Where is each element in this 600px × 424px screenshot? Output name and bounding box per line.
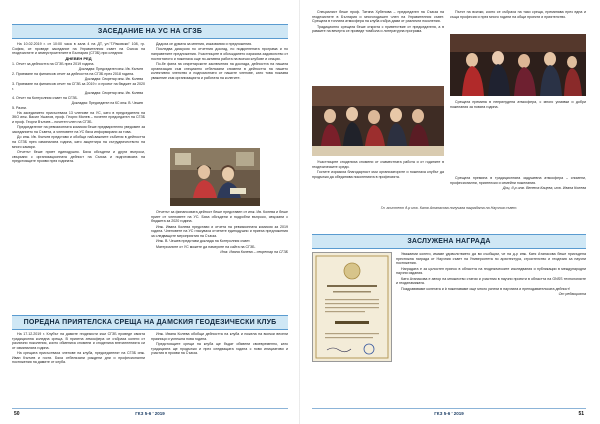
article-column-1 (12, 42, 145, 238)
club-article-column-1 (12, 332, 145, 404)
article-signature: От редакцията (558, 292, 586, 297)
article-paragraph: Предстоящите срещи на клуба ще бъдат обявени своевременно, като традицията ще продължи и през следващата година с нови инициативи и участия в прояви на Съюза. (151, 342, 288, 356)
club-photo (312, 86, 444, 156)
club-article-column-4-bottom (450, 100, 586, 140)
club-group-photo (450, 34, 586, 96)
article-paragraph: Председателят на ревизионната комисия беше предварително уведомен за заседанието на Съвета, а членовете на УС бяха информирани за това. (12, 125, 145, 134)
agenda-item: 5. Разни. (12, 106, 27, 111)
article-column-2-bottom (151, 210, 288, 306)
section-banner-board-meeting (12, 24, 288, 39)
section-title-ladies-club: ПОРЕДНА ПРИЯТЕЛСКА СРЕЩА НА ДАМСКИЯ ГЕОДЕЗИЧЕСКИ КЛУБ (23, 319, 277, 326)
right-page (300, 0, 600, 424)
article-column-2-top (151, 42, 288, 140)
article-paragraph: Инж. В. Чешев представи доклада на Контролния съвет. (156, 239, 251, 244)
article-paragraph: Традиционно срещата беше открита с приветствие от председателя, а в рамките на вечерта се проведе томбола и литературна програма. (312, 24, 444, 34)
article-paragraph: Участниците споделиха спомени от съвместната работа и от годините в геодезическите среди. (312, 160, 444, 169)
article-paragraph: Уважаеми колеги, имаме удоволствието да ви съобщим, че на д-р инж. Катя Атанасова беше присъдена престижна награда от Научния съвет на Университета по архитектура, строителство и геодезия за научни постижения. (396, 252, 586, 266)
award-certificate (312, 252, 392, 362)
article-paragraph: Отчетът беше приет единодушно. Бяха обсъдени и други въпроси, свързани с организационната дейност на Съюза и подготовката на предстоящите прояви през годината. (12, 150, 145, 164)
club-article-column-3 (312, 10, 444, 82)
section-title-board-meeting: ЗАСЕДАНИЕ НА УС НА СГЗБ (97, 28, 203, 35)
article-paragraph: Срещата премина в непринудена атмосфера, с много усмивки и добри пожелания за новата година. (450, 100, 586, 109)
agenda-item: 1. Отчет за дейността на СГЗБ през 2019 година. (12, 62, 95, 67)
club-photo-image (312, 86, 444, 156)
club-article-closing (450, 176, 586, 206)
agenda-reporter: Докладва: Секретар инж. Ив. Колева (84, 76, 143, 81)
agenda-item: 2. Приемане на финансов отчет за дейността на СГЗБ през 2018 година. (12, 72, 135, 77)
article-paragraph: Инж. Ивана Колева представи и отчета на ревизионната комисия за 2019 година. Членовете на УС гласуваха отчетите единодушно и приеха предложения за следващите мероприятия на Съюза. (151, 224, 288, 238)
article-paragraph: Инж. Ивана Колева обобщи дейността на клуба и пожела на всички весели празници и успешна нова година. (151, 332, 288, 341)
article-paragraph: По-бе фина на секретарските заключения на доклада, дейността на нашата организация съм специално отбелязани спомени в дейността на нашето колективно членство и подпомогнати от нашите членове, като това показва уважение към организацията и работата на колегите. (151, 62, 288, 80)
club-article-column-4 (450, 10, 586, 30)
page-footer (312, 408, 586, 419)
article-paragraph: Поздравяваме колегата и ѝ пожелаваме още много успехи в научната и преподавателската дейност! (401, 286, 570, 291)
agenda-reporter: Докладва: Председател инж. Ив. Кънчев (78, 66, 143, 71)
page-number: 51 (578, 411, 584, 417)
club-group-photo-image (450, 34, 586, 96)
meeting-photo (170, 148, 260, 206)
article-paragraph: Срещата премина в традиционната задушевна атмосфера – спомени, професионални, приятелски и семейни пожелания. (450, 176, 586, 185)
section-banner-ladies-club (12, 315, 288, 330)
article-signature: Доц. д-р инж. Венета Кацева, инж. Ивана Колева (502, 186, 586, 191)
article-paragraph: На 17.12.2019 г. Клубът на дамите геодезисти към СГЗБ проведе своята традиционна коледна среща. В приятна атмосфера се събраха колеги от различни поколения, които обмениха спомени и споделиха впечатленията си от изминалата година. (12, 332, 145, 350)
article-paragraph: Отчетът за финансовата дейност беше представен от инж. Ив. Колева и беше приет от членовете на УС. Бяха обсъдени и подробни въпроси, свързани с бюджета за 2020 година. (151, 210, 288, 224)
agenda-reporter: Докладва: Председател на КС инж. В. Чешев (71, 100, 143, 105)
article-signature: Инж. Ивана Колева – секретар на СГЗБ (220, 250, 288, 255)
article-paragraph: На заседанието присъстваха 13 членове на УС, като в председателя на ЗКО инж. Васил Ушанов, проф. Георги Милев – почетен председател на СГЗБ и проф. Георги Вълчев – почетен член на СГЗБ. (12, 110, 145, 124)
page-footer (12, 408, 288, 419)
agenda-item: 3. Приемане на финансов отчет на СГЗБ за 2019 г. и проект на бюджет за 2020 г. (12, 81, 145, 91)
article-paragraph: Дадоха се думата за мнения, изказвания и предложения. (156, 42, 253, 46)
section-banner-award (312, 234, 586, 249)
page-number: 50 (14, 411, 20, 417)
article-paragraph: До инж. Ив. Кънчев представи и обобщи най-важните събития в дейността на СГЗБ през изминалата година, като акцентира на сътрудничеството на много камари. (12, 135, 145, 149)
article-paragraph: Последва дискусия по отчетния доклад, по подкрепената програма и по направените предложения. Участниците в обсъждането изразиха задоволство от постигнатото и пожелаха още по-активна работа на всички клубове и секции. (151, 47, 288, 61)
magazine-issue: ГКЗ 5-6 ' 2019 (135, 411, 165, 416)
article-paragraph: Пътят на всички, които се събраха на тази среща, преминава през една и съща професия и през много години на общи проекти и приятелство. (450, 10, 586, 19)
article-paragraph: На 10.02.2019 г. от 10:00 часа в зала 4 на ДТ, ул."Г.Раковски" 108, гр. София, се проведе заседание на Управителния съвет на Съюза на геодезистите и земеустроителите в България (СГЗБ) при следния: (12, 42, 145, 56)
meeting-photo-image (170, 148, 260, 206)
magazine-issue: ГКЗ 5-6 ' 2019 (434, 411, 464, 416)
article-paragraph: Материалите от УС можете да намерите на сайта на СГЗБ. (156, 244, 256, 249)
article-paragraph: На срещата присъстваха членове на клуба, председателят на СГЗБ инж. Иван Кънчев и гости. Бяха отбелязани рождени дни и професионални постижения на дамите от клуба. (12, 351, 145, 365)
photo-caption: Гл. асистент д-р инж. Катя Атанасова получава наградата на Научния съвет. (380, 206, 518, 210)
agenda-title: ДНЕВЕН РЕД (65, 55, 92, 61)
article-paragraph: Катя Атанасова е автор на множество статии и участник в научни проекти в областта на GNSS технологиите и геодинамиката. (396, 276, 586, 286)
award-article (396, 252, 586, 402)
article-paragraph: Гостите изразиха благодарност към организаторите и пожелаха клубът да продължи да обединява поколенията в професията. (312, 170, 444, 179)
agenda-item: 4. Отчет на Контролния съвет на СГЗБ. (12, 96, 78, 101)
article-paragraph: Наградата е за цялостен принос в областта на геодезическите изследвания и публикации в международни научни издания. (396, 266, 586, 276)
club-article-column-2 (151, 332, 288, 404)
certificate-image (313, 253, 391, 361)
section-title-award: ЗАСЛУЖЕНА НАГРАДА (407, 238, 491, 245)
club-article-column-3-bottom (312, 160, 444, 204)
agenda-reporter: Докладва: Секретар инж. Ив. Колева (84, 91, 143, 96)
article-paragraph: Специалист беше проф. Татяна Хубенова – председател на Съюза на геодезистите в България и многогодишен член на Управителния съвет. Срещата в топлата атмосфера на клуба събра дами от различни поколения. (312, 10, 444, 24)
